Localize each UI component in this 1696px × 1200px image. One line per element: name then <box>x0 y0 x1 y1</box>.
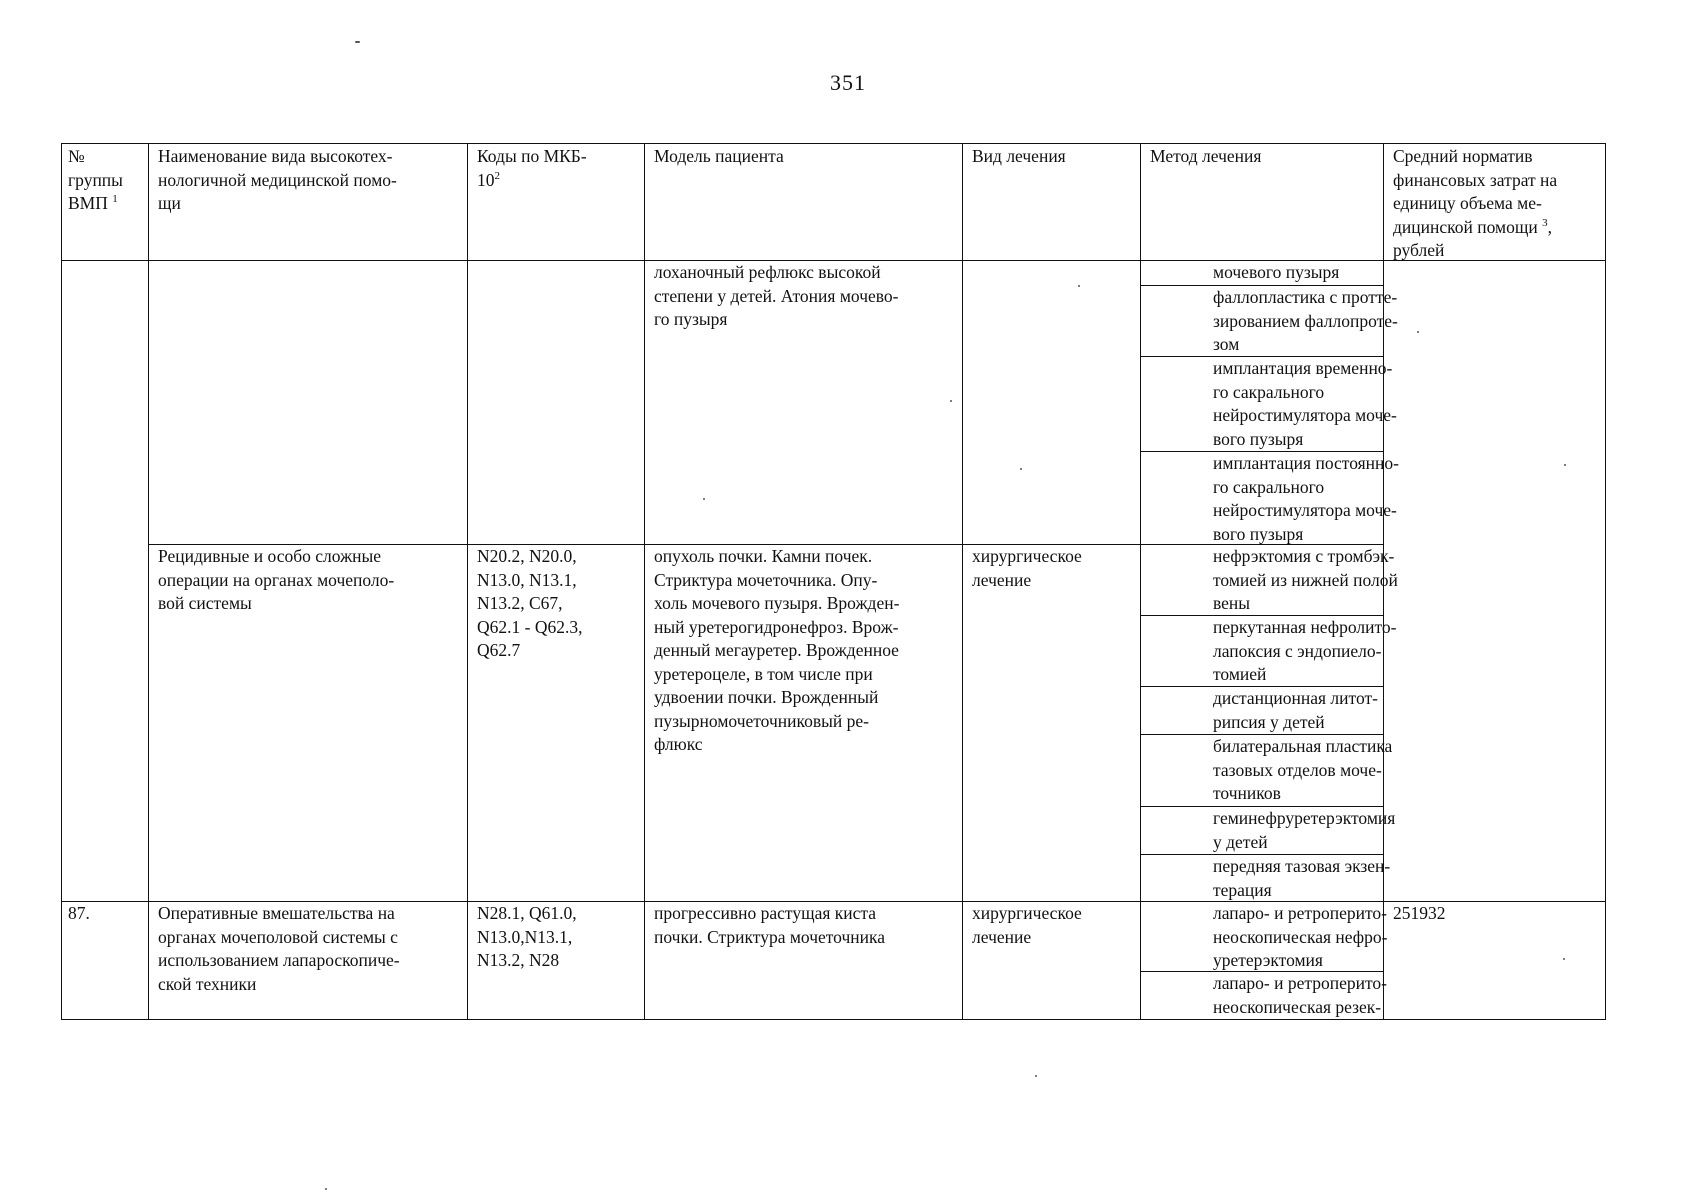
treatment-type-cell: хирургическое лечение <box>972 903 1082 947</box>
column-divider <box>1140 144 1141 1019</box>
treatment-type-cell: хирургическое лечение <box>972 546 1082 590</box>
scan-speck <box>1417 331 1419 333</box>
header-care-type: Наименование вида высокотех- нологичной медицинской помо- щи <box>158 146 397 213</box>
column-divider <box>962 144 963 1019</box>
header-cost-norm: Средний норматив финансовых затрат на единицу объема ме- дицинской помощи $^3$, рублей <box>1393 146 1558 260</box>
header-group-number: № группы ВМП $^1$ <box>68 146 123 213</box>
method-item: лапаро- и ретроперито- неоскопическая нефро- уретерэктомия <box>1213 903 1388 970</box>
method-item: дистанционная литот- рипсия у детей <box>1213 688 1378 732</box>
method-item: имплантация временно- го сакрального нейростимулятора моче- вого пузыря <box>1213 358 1397 449</box>
icd-codes-cell: N28.1, Q61.0, N13.0,N13.1, N13.2, N28 <box>477 903 577 970</box>
method-item: геминефруретерэктомия у детей <box>1213 808 1396 852</box>
column-divider <box>148 144 149 1019</box>
scan-speck <box>703 498 705 500</box>
method-item: мочевого пузыря <box>1213 262 1340 282</box>
column-divider <box>467 144 468 1019</box>
scan-speck <box>1564 464 1566 466</box>
patient-model-cell: лоханочный рефлюкс высокой степени у детей. Атония мочево- го пузыря <box>654 262 899 329</box>
scan-speck <box>1078 285 1080 287</box>
method-item: фаллопластика с протте- зированием фаллопроте- зом <box>1213 287 1398 354</box>
vmp-table <box>61 143 1606 1020</box>
header-treatment-type: Вид лечения <box>972 146 1066 166</box>
scan-speck <box>950 400 952 402</box>
scan-speck <box>1035 1075 1037 1077</box>
care-type-cell: Оперативные вмешательства на органах мочеполовой системы с использованием лапароскопиче- ской техники <box>158 903 400 994</box>
header-patient-model: Модель пациента <box>654 146 784 166</box>
patient-model-cell: опухоль почки. Камни почек. Стриктура мочеточника. Опу- холь мочевого пузыря. Врожден- ный уретерогидронефроз. Врож- денный мегауретер. Врожденное уретероцеле, в том числе при удвоении почки. Врожденный пузырномочеточниковый ре- флюкс <box>654 546 900 754</box>
header-treatment-method: Метод лечения <box>1150 146 1262 166</box>
scan-speck <box>325 1188 327 1190</box>
care-type-cell: Рецидивные и особо сложные операции на органах мочеполо- вой системы <box>158 546 395 613</box>
method-item: нефрэктомия с тромбэк- томией из нижней полой вены <box>1213 546 1398 613</box>
method-item: имплантация постоянно- го сакрального нейростимулятора моче- вого пузыря <box>1213 453 1399 544</box>
column-divider <box>644 144 645 1019</box>
cost-norm-cell: 251932 <box>1393 903 1446 923</box>
method-item: билатеральная пластика тазовых отделов моче- точников <box>1213 736 1393 803</box>
method-item: лапаро- и ретроперито- неоскопическая резек- <box>1213 973 1387 1017</box>
icd-codes-cell: N20.2, N20.0, N13.0, N13.1, N13.2, C67, Q62.1 - Q62.3, Q62.7 <box>477 546 583 660</box>
scan-speck <box>1563 958 1565 960</box>
method-item: перкутанная нефролито- лапоксия с эндопиело- томией <box>1213 617 1397 684</box>
group-number-cell: 87. <box>68 903 90 923</box>
scan-speck <box>355 41 360 43</box>
page-number: 351 <box>830 70 866 95</box>
method-item: передняя тазовая экзен- терация <box>1213 856 1391 900</box>
patient-model-cell: прогрессивно растущая киста почки. Стриктура мочеточника <box>654 903 886 947</box>
scan-speck <box>1020 468 1022 470</box>
header-icd-codes: Коды по МКБ- $10^2$ <box>477 146 587 190</box>
